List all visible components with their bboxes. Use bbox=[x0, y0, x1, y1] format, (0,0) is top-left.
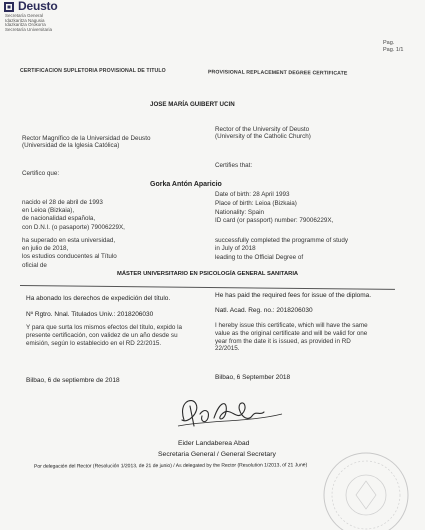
validity-line: emisión, según lo establecido en el RD 22/2015. bbox=[26, 339, 162, 347]
validity-line: Y para que surta los mismos efectos del título, expido la bbox=[26, 324, 182, 331]
birth-line: en Leioa (Bizkaia), bbox=[22, 207, 75, 215]
validity-es bbox=[26, 324, 182, 347]
birth-line: Place of birth: Leioa (Bizkaia) bbox=[215, 199, 297, 207]
logo-line: Idazkaritza Orokorra bbox=[5, 22, 46, 28]
study-line: los estudios conducentes al Título bbox=[22, 253, 117, 261]
delegation-footer: Por delegación del Rector (Resolución 1/2013, de 21 de junio) / As delegated by the Rector (Resolution 1/2013, of 21 June) bbox=[33, 462, 308, 470]
validity-line: 22/2015. bbox=[215, 345, 240, 353]
degree-title: MÁSTER UNIVERSITARIO EN PSICOLOGÍA GENERAL SANITARIA bbox=[117, 271, 299, 277]
birth-line: ID card (or passport) number: 79006229X, bbox=[215, 217, 334, 225]
rector-title-en bbox=[215, 126, 311, 140]
logo-line: Idazkaritza Nagusia bbox=[5, 17, 45, 23]
birth-line: con D.N.I. (o pasaporte) 79006229X, bbox=[22, 223, 125, 231]
deusto-logo-icon bbox=[4, 2, 14, 12]
birth-line: nacido el 28 de abril de 1993 bbox=[22, 199, 103, 206]
student-name: Gorka Antón Aparicio bbox=[150, 181, 222, 188]
study-details-en bbox=[215, 237, 348, 262]
validity-line: presente certificación, con validez de un año desde su bbox=[26, 331, 178, 339]
signature-icon bbox=[170, 390, 290, 438]
study-line: in July of 2018 bbox=[215, 245, 256, 253]
study-line: successfully completed the programme of study bbox=[215, 237, 348, 244]
logo-line: Secretaría General bbox=[5, 13, 44, 18]
rector-line: Rector Magnífico de la Universidad de Deusto bbox=[22, 135, 151, 142]
birth-line: Nationality: Spain bbox=[215, 208, 265, 216]
certifies-en: Certifies that: bbox=[215, 162, 253, 169]
registration-en: Natl. Acad. Reg. no.: 2018206030 bbox=[215, 307, 313, 314]
fees-es: Ha abonado los derechos de expedición del título. bbox=[26, 295, 171, 302]
rector-line: (Universidad de la Iglesia Católica) bbox=[22, 142, 120, 149]
validity-en bbox=[215, 322, 368, 353]
divider-line bbox=[20, 285, 395, 290]
header-es: CERTIFICACION SUPLETORIA PROVISIONAL DE TITULO bbox=[20, 68, 166, 74]
seal-stamp-icon bbox=[316, 445, 416, 530]
fees-en: He has paid the required fees for issue of the diploma. bbox=[215, 292, 372, 299]
study-details-es bbox=[22, 237, 117, 270]
registration-es: Nº Rgtro. Nnal. Titulados Univ.: 2018206030 bbox=[26, 311, 154, 318]
validity-line: year from the date it is issued, as provided in RD bbox=[215, 337, 351, 345]
birth-details-es bbox=[22, 199, 125, 232]
signer-name: Eider Landaberea Abad bbox=[178, 440, 250, 447]
logo-line: Secretaría Universitaria bbox=[5, 27, 53, 33]
birth-details-en bbox=[215, 191, 333, 226]
birth-line: de nacionalidad española, bbox=[22, 215, 96, 223]
study-line: leading to the Official Degree of bbox=[215, 253, 304, 261]
study-line: en julio de 2018, bbox=[22, 245, 69, 253]
issue-date-en: Bilbao, 6 September 2018 bbox=[215, 374, 291, 381]
logo-subtitle bbox=[5, 14, 52, 33]
issue-date-es: Bilbao, 6 de septiembre de 2018 bbox=[26, 377, 120, 384]
rector-title-es bbox=[22, 135, 150, 149]
study-line: oficial de bbox=[22, 261, 47, 269]
page-number: Pag. 1/1 bbox=[383, 47, 404, 53]
signer-title: Secretaria General / General Secretary bbox=[158, 451, 276, 458]
rector-line: Rector of the University of Deusto bbox=[215, 126, 310, 133]
rector-line: (University of the Catholic Church) bbox=[215, 133, 311, 140]
logo-wordmark: Deusto bbox=[18, 0, 58, 13]
birth-line: Date of birth: 28 April 1993 bbox=[215, 191, 290, 198]
page-number-label: Pag. bbox=[383, 40, 395, 46]
validity-line: I hereby issue this certificate, which will have the same bbox=[215, 322, 368, 329]
validity-line: value as the original certificate and will be valid for one bbox=[215, 329, 368, 337]
study-line: ha superado en esta universidad, bbox=[22, 237, 116, 244]
certifies-es: Certifico que: bbox=[22, 170, 60, 177]
header-en: PROVISIONAL REPLACEMENT DEGREE CERTIFICATE bbox=[207, 69, 348, 77]
rector-name: JOSE MARÍA GUIBERT UCIN bbox=[150, 101, 235, 108]
